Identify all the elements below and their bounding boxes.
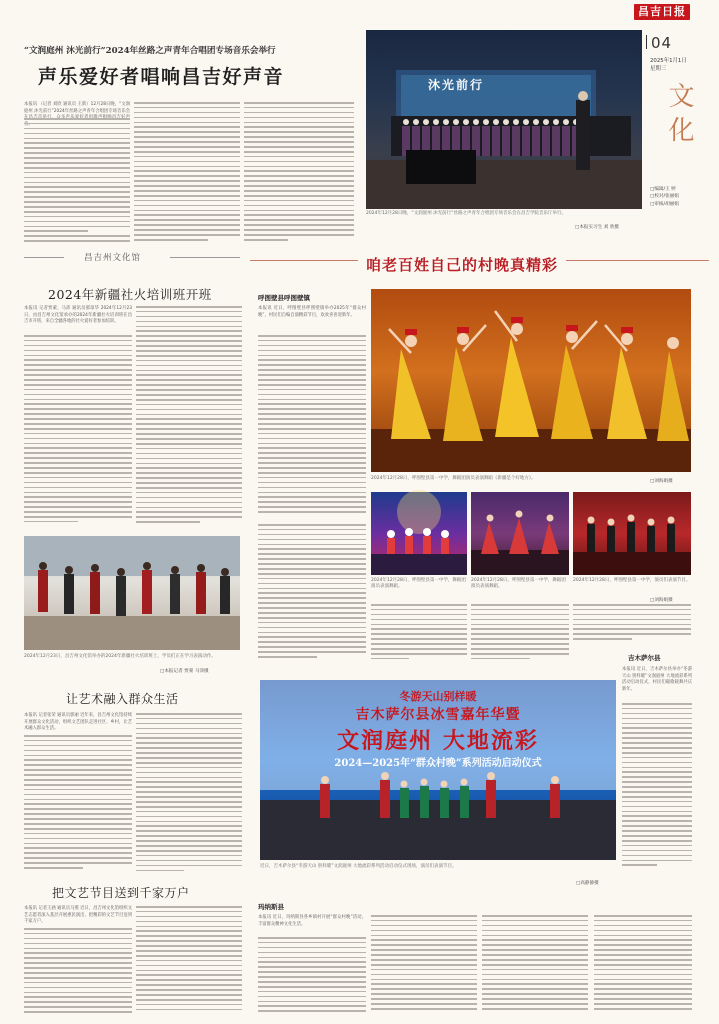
column-title: 昌吉州文化馆 (84, 253, 142, 263)
stage-caption: 近日，吉木萨尔县“冬游天山 别样暖”文润庭州 大地流彩系列活动启动仪式现场，演员们表演节目。 (260, 864, 457, 869)
training-lead: 本报讯 记者贾蒙、马沛 通讯员郝琼华 2024年12月23日，由昌吉州文化馆承办的2024年新疆社火培训班在昌吉市开班，来自全疆各地的社火爱好者参加培训。 (24, 306, 132, 325)
hutubi-col4 (471, 604, 569, 664)
dancers-photo (371, 289, 691, 472)
masthead-logo (634, 4, 690, 20)
staff-editor: □编辑/王 婷 (650, 187, 676, 192)
stage-credit: □高静静摄 (576, 881, 599, 886)
article-title-program: 把文艺节目送到千家万户 (52, 886, 190, 900)
mid-photos-credit: □刘海娟摄 (650, 598, 673, 603)
section-jimsar-title: 吉木萨尔县 (628, 654, 661, 662)
hutubi-col2 (258, 524, 366, 664)
issue-date: 2025年1月1日 (650, 58, 687, 64)
stage-banner-line3: 文润庭州 大地流彩 (337, 728, 539, 754)
staff-list (650, 186, 679, 208)
hutubi-col5 (573, 604, 691, 644)
manas-lead: 本报讯 近日，玛纳斯县各乡镇村开展“群众村晚”活动，丰富群众精神文化生活。 (258, 915, 366, 927)
dancers-caption: 2024年12月28日，呼图壁县第一中学，舞蹈团演员表演舞蹈《新疆是个好地方》。 (371, 476, 536, 481)
article-title-training: 2024年新疆社火培训班开班 (48, 287, 212, 302)
concert-photo (366, 30, 642, 209)
top-kicker: “文润庭州 沐光前行”2024年丝路之声青年合唱团专场音乐会举行 (24, 46, 276, 56)
manas-col3 (482, 915, 588, 1017)
photo-1-caption: 2024年12月28日，呼图壁县第一中学，舞蹈团演员表演舞蹈。 (371, 578, 466, 589)
training-photo (24, 536, 240, 650)
art-life-col1 (24, 735, 132, 878)
issue-weekday: 星期三 (650, 66, 667, 72)
performance-photo-3 (573, 492, 691, 575)
training-col2 (136, 306, 242, 532)
top-article-col2 (134, 102, 240, 246)
stage-banner-line1: 冬游天山别样暖 (399, 690, 477, 703)
top-article-lead: 本报讯 （记者 刘欣 通讯员 王新）12月28日晚，“文润庭州 沐光前行”2024年丝路之声青年合唱团专场音乐会 (24, 102, 130, 114)
stage-banner-line4: 2024—2025年“群众村晚”系列活动启动仪式 (334, 758, 542, 769)
section-hutubi-title: 呼图壁县呼图壁镇 (258, 294, 310, 302)
section-name-text: 文化 (664, 82, 694, 150)
article-title-art-life: 让艺术融入群众生活 (66, 692, 179, 706)
art-life-col2 (136, 713, 242, 878)
dancers-credit: □刘海娟摄 (650, 479, 673, 484)
jimsar-lead: 本报讯 近日，吉木萨尔县举办“冬游天山 别样暖”文润庭州 大地流彩系列活动启动仪式，村民们载歌载舞共庆新年。 (622, 667, 692, 692)
program-lead: 本报讯 记者王涵 通讯员马燕 近日，昌吉州文化馆组织文艺志愿者深入基层开展惠民演出，把精彩的文艺节目送到千家万户。 (24, 906, 132, 925)
concert-caption: 2024年12月28日晚，“文润庭州 沐光前行”丝路之声青年合唱团专场音乐会在昌吉学院音乐厅举行。 (366, 211, 566, 216)
program-col2 (136, 906, 242, 1018)
top-article-col3 (244, 102, 354, 246)
masthead-logo-text: 昌吉日报 (638, 5, 686, 18)
staff-proofreader: □校对/张丽娟 (650, 194, 679, 200)
jimsar-col (622, 703, 692, 875)
section-name (662, 82, 702, 150)
manas-col4 (594, 915, 692, 1017)
concert-credit: □本报实习生 刘 欣摄 (575, 225, 620, 230)
feature-headline: 咱老百姓自己的村晚真精彩 (358, 254, 566, 275)
training-caption: 2024年12月23日，昌吉州文化馆举办的2024年新疆社火培训班上，学员们正在学习表演动作。 (24, 654, 216, 659)
hutubi-lead: 本报讯 近日，呼图壁县呼图壁镇举办2025年“群众村晚”，村民们自编自演精彩节目，欢欢喜喜迎新年。 (258, 306, 366, 318)
performance-photo-1 (371, 492, 467, 575)
photo-2-caption: 2024年12月28日，呼图壁县第一中学，舞蹈团演员表演舞蹈。 (471, 578, 566, 589)
performance-photo-2 (471, 492, 569, 575)
hutubi-col3 (371, 604, 467, 664)
stage-photo (260, 680, 616, 860)
top-headline: 声乐爱好者唱响昌吉好声音 (38, 66, 285, 88)
page-number: 04 (651, 34, 673, 52)
art-life-lead: 本报讯 记者张荣 通讯员郭丽 近年来，昌吉州文化馆持续开展群众文化活动，组织文艺团队走进社区、乡村，让艺术融入群众生活。 (24, 713, 132, 732)
manas-col2 (371, 915, 477, 1017)
staff-reviewer: □审核/胡丽娟 (650, 201, 679, 207)
stage-banner-line2: 吉木萨尔县冰雪嘉年华暨 (355, 707, 521, 723)
training-col1 (24, 335, 132, 532)
photo-3-caption: 2024年12月28日，呼图壁县第一中学，演员们表演节目。 (573, 578, 691, 583)
program-col1 (24, 928, 132, 1018)
manas-col1 (258, 937, 366, 1017)
top-article-col1 (24, 118, 130, 246)
hutubi-col1 (258, 335, 366, 521)
section-manas-title: 玛纳斯县 (258, 903, 284, 911)
training-credit: □本报记者 贾蒙 马沛摄 (160, 669, 209, 674)
concert-banner-text: 沐光前行 (428, 78, 485, 92)
